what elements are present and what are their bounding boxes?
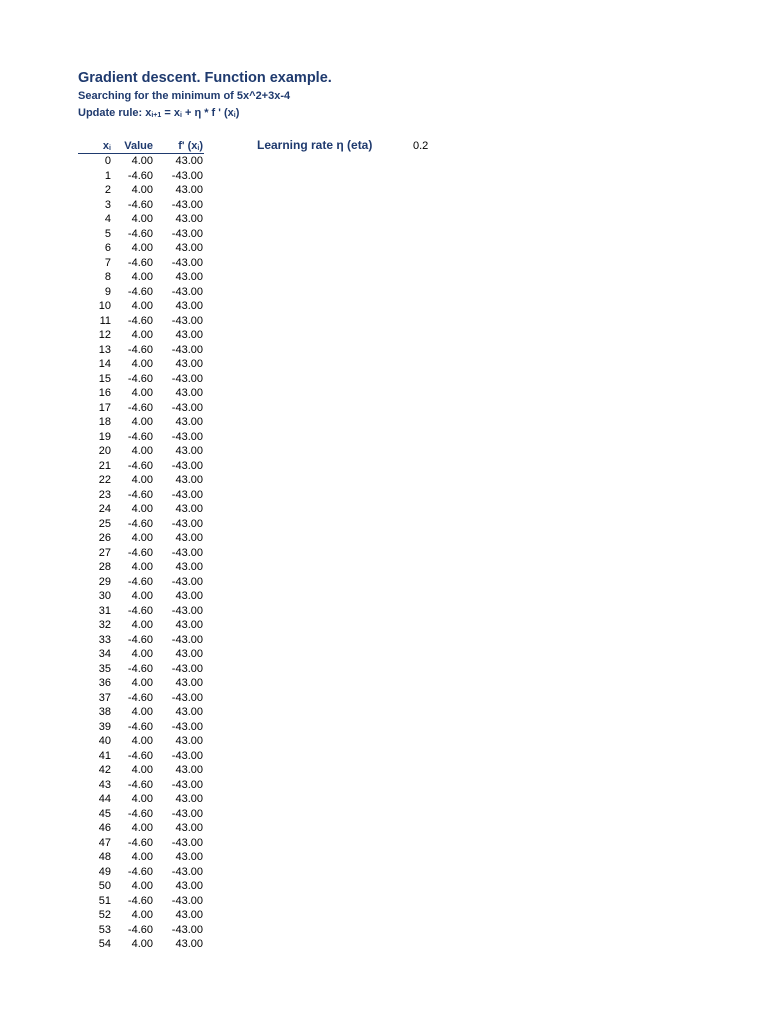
cell-index: 37 <box>98 691 111 704</box>
table-row <box>78 836 204 851</box>
cell-derivative: -43.00 <box>171 343 203 356</box>
cell-index: 10 <box>98 300 111 312</box>
table-row <box>78 850 204 865</box>
cell-value: -4.60 <box>127 227 153 240</box>
cell-index: 36 <box>98 677 111 689</box>
cell-index: 11 <box>99 314 111 327</box>
cell-derivative: 43.00 <box>175 242 203 254</box>
table-row <box>78 865 204 880</box>
cell-index: 52 <box>98 909 111 921</box>
cell-index: 33 <box>98 633 111 646</box>
cell-value: -4.60 <box>127 633 153 646</box>
update-rule: Update rule: $x_{i+1} = x_i + \eta * f$ ' $(x_i)$ <box>78 107 240 119</box>
cell-value: -4.60 <box>127 894 153 907</box>
table-row <box>78 444 204 459</box>
cell-derivative: -43.00 <box>171 517 203 530</box>
table-row <box>78 879 204 894</box>
table-row <box>78 662 204 677</box>
cell-value: 4.00 <box>131 445 153 457</box>
table-row <box>78 589 204 604</box>
cell-index: 12 <box>98 329 111 341</box>
cell-index: 50 <box>98 880 111 892</box>
cell-derivative: 43.00 <box>175 793 203 805</box>
page-subtitle: Searching for the minimum of 5x^2+3x-4 <box>78 90 291 102</box>
table-row <box>78 198 204 213</box>
cell-value: 4.00 <box>131 503 153 515</box>
cell-value: -4.60 <box>127 256 153 269</box>
cell-derivative: -43.00 <box>171 894 203 907</box>
cell-derivative: -43.00 <box>171 749 203 762</box>
header-value: Value <box>124 140 153 152</box>
table-row <box>78 575 204 590</box>
cell-value: -4.60 <box>127 343 153 356</box>
table-row <box>78 154 204 169</box>
cell-derivative: -43.00 <box>171 256 203 269</box>
table-row <box>78 647 204 662</box>
table-row <box>78 749 204 764</box>
table-row <box>78 256 204 271</box>
cell-index: 53 <box>98 923 111 936</box>
cell-index: 19 <box>98 430 111 443</box>
cell-index: 3 <box>104 198 111 211</box>
table-row <box>78 459 204 474</box>
cell-derivative: -43.00 <box>171 227 203 240</box>
table-row <box>78 705 204 720</box>
table-row <box>78 937 204 952</box>
cell-derivative: -43.00 <box>171 430 203 443</box>
table-row <box>78 415 204 430</box>
cell-derivative: 43.00 <box>175 329 203 341</box>
cell-index: 17 <box>98 401 111 414</box>
cell-derivative: 43.00 <box>175 822 203 834</box>
table-row <box>78 169 204 184</box>
cell-index: 1 <box>104 169 111 182</box>
cell-index: 8 <box>104 271 111 283</box>
cell-derivative: 43.00 <box>175 532 203 544</box>
cell-value: 4.00 <box>131 155 153 167</box>
table-row <box>78 473 204 488</box>
cell-derivative: 43.00 <box>175 677 203 689</box>
cell-derivative: -43.00 <box>171 662 203 675</box>
cell-value: 4.00 <box>131 184 153 196</box>
cell-index: 4 <box>104 213 111 225</box>
cell-index: 47 <box>98 836 111 849</box>
cell-value: 4.00 <box>131 416 153 428</box>
cell-value: 4.00 <box>131 213 153 225</box>
table-header <box>78 139 204 154</box>
cell-value: -4.60 <box>127 923 153 936</box>
cell-index: 25 <box>98 517 111 530</box>
cell-value: 4.00 <box>131 648 153 660</box>
cell-index: 30 <box>98 590 111 602</box>
cell-derivative: 43.00 <box>175 938 203 950</box>
table-row <box>78 676 204 691</box>
table-row <box>78 328 204 343</box>
cell-value: 4.00 <box>131 677 153 689</box>
cell-value: 4.00 <box>131 909 153 921</box>
cell-derivative: 43.00 <box>175 851 203 863</box>
cell-derivative: -43.00 <box>171 604 203 617</box>
cell-value: 4.00 <box>131 619 153 631</box>
table-row <box>78 430 204 445</box>
table-row <box>78 401 204 416</box>
page-title: Gradient descent. Function example. <box>78 70 332 86</box>
cell-derivative: -43.00 <box>171 169 203 182</box>
cell-index: 24 <box>98 503 111 515</box>
cell-value: -4.60 <box>127 546 153 559</box>
table-row <box>78 604 204 619</box>
header-xi: $x_i$ <box>102 140 111 152</box>
cell-value: -4.60 <box>127 430 153 443</box>
cell-derivative: 43.00 <box>175 271 203 283</box>
cell-value: -4.60 <box>127 865 153 878</box>
learning-rate-value[interactable]: 0.2 <box>413 140 429 152</box>
cell-value: 4.00 <box>131 735 153 747</box>
cell-value: 4.00 <box>131 329 153 341</box>
table-row <box>78 894 204 909</box>
cell-value: 4.00 <box>131 938 153 950</box>
cell-derivative: -43.00 <box>171 720 203 733</box>
header-derivative: f' $(x_i)$ <box>178 140 203 152</box>
cell-derivative: 43.00 <box>175 619 203 631</box>
cell-derivative: 43.00 <box>175 300 203 312</box>
cell-value: 4.00 <box>131 706 153 718</box>
cell-derivative: -43.00 <box>171 314 203 327</box>
cell-value: -4.60 <box>127 604 153 617</box>
cell-derivative: 43.00 <box>175 706 203 718</box>
cell-index: 43 <box>98 778 111 791</box>
table-row <box>78 517 204 532</box>
cell-derivative: 43.00 <box>175 445 203 457</box>
cell-value: -4.60 <box>127 285 153 298</box>
cell-derivative: 43.00 <box>175 387 203 399</box>
cell-derivative: 43.00 <box>175 503 203 515</box>
table-row <box>78 502 204 517</box>
table-body <box>78 154 204 952</box>
cell-index: 2 <box>104 184 111 196</box>
cell-derivative: -43.00 <box>171 575 203 588</box>
table-row <box>78 546 204 561</box>
table-row <box>78 807 204 822</box>
table-row <box>78 241 204 256</box>
cell-index: 34 <box>98 648 111 660</box>
cell-derivative: 43.00 <box>175 735 203 747</box>
table-row <box>78 633 204 648</box>
cell-index: 44 <box>98 793 111 805</box>
cell-value: -4.60 <box>127 720 153 733</box>
cell-value: 4.00 <box>131 793 153 805</box>
cell-derivative: 43.00 <box>175 213 203 225</box>
table-row <box>78 908 204 923</box>
cell-value: -4.60 <box>127 169 153 182</box>
cell-index: 22 <box>98 474 111 486</box>
cell-value: 4.00 <box>131 387 153 399</box>
cell-derivative: -43.00 <box>171 836 203 849</box>
cell-value: -4.60 <box>127 575 153 588</box>
cell-derivative: -43.00 <box>171 691 203 704</box>
cell-value: -4.60 <box>127 662 153 675</box>
cell-index: 27 <box>98 546 111 559</box>
table-row <box>78 763 204 778</box>
cell-index: 49 <box>98 865 111 878</box>
cell-derivative: 43.00 <box>175 590 203 602</box>
cell-value: 4.00 <box>131 300 153 312</box>
cell-derivative: -43.00 <box>171 459 203 472</box>
cell-value: 4.00 <box>131 880 153 892</box>
cell-index: 32 <box>98 619 111 631</box>
cell-index: 46 <box>98 822 111 834</box>
cell-index: 0 <box>104 155 111 167</box>
cell-derivative: 43.00 <box>175 648 203 660</box>
cell-index: 28 <box>98 561 111 573</box>
table-row <box>78 560 204 575</box>
cell-index: 26 <box>98 532 111 544</box>
cell-index: 35 <box>98 662 111 675</box>
cell-value: -4.60 <box>127 314 153 327</box>
cell-derivative: 43.00 <box>175 474 203 486</box>
table-row <box>78 227 204 242</box>
cell-index: 41 <box>98 749 111 762</box>
cell-derivative: 43.00 <box>175 880 203 892</box>
cell-value: 4.00 <box>131 242 153 254</box>
cell-derivative: -43.00 <box>171 923 203 936</box>
table-row <box>78 357 204 372</box>
cell-derivative: 43.00 <box>175 561 203 573</box>
cell-value: 4.00 <box>131 532 153 544</box>
cell-value: 4.00 <box>131 822 153 834</box>
table-row <box>78 792 204 807</box>
cell-derivative: 43.00 <box>175 764 203 776</box>
cell-derivative: 43.00 <box>175 416 203 428</box>
cell-index: 51 <box>98 894 111 907</box>
cell-index: 9 <box>104 285 111 298</box>
cell-value: -4.60 <box>127 836 153 849</box>
cell-value: 4.00 <box>131 590 153 602</box>
cell-derivative: -43.00 <box>171 372 203 385</box>
table-row <box>78 386 204 401</box>
cell-derivative: -43.00 <box>171 488 203 501</box>
cell-derivative: -43.00 <box>171 633 203 646</box>
cell-index: 20 <box>98 445 111 457</box>
cell-value: -4.60 <box>127 807 153 820</box>
table-row <box>78 343 204 358</box>
table-row <box>78 285 204 300</box>
cell-derivative: -43.00 <box>171 285 203 298</box>
cell-index: 40 <box>98 735 111 747</box>
cell-value: 4.00 <box>131 474 153 486</box>
cell-index: 38 <box>98 706 111 718</box>
cell-derivative: 43.00 <box>175 184 203 196</box>
cell-derivative: 43.00 <box>175 358 203 370</box>
cell-index: 48 <box>98 851 111 863</box>
table-row <box>78 618 204 633</box>
table-row <box>78 720 204 735</box>
cell-index: 42 <box>98 764 111 776</box>
cell-derivative: -43.00 <box>171 778 203 791</box>
learning-rate-label: Learning rate η (eta) <box>257 138 373 152</box>
cell-value: -4.60 <box>127 459 153 472</box>
table-row <box>78 691 204 706</box>
cell-index: 18 <box>98 416 111 428</box>
cell-derivative: -43.00 <box>171 401 203 414</box>
cell-value: 4.00 <box>131 764 153 776</box>
cell-derivative: 43.00 <box>175 909 203 921</box>
table-row <box>78 488 204 503</box>
cell-value: -4.60 <box>127 401 153 414</box>
cell-value: 4.00 <box>131 358 153 370</box>
table-row <box>78 778 204 793</box>
cell-value: -4.60 <box>127 517 153 530</box>
cell-index: 54 <box>98 938 111 950</box>
iterations-table <box>78 139 204 952</box>
cell-index: 14 <box>98 358 111 370</box>
table-row <box>78 531 204 546</box>
cell-value: 4.00 <box>131 271 153 283</box>
cell-index: 7 <box>104 256 111 269</box>
cell-value: -4.60 <box>127 691 153 704</box>
cell-index: 21 <box>98 459 111 472</box>
cell-derivative: -43.00 <box>171 865 203 878</box>
cell-value: -4.60 <box>127 778 153 791</box>
table-row <box>78 183 204 198</box>
table-row <box>78 270 204 285</box>
cell-derivative: -43.00 <box>171 807 203 820</box>
cell-derivative: -43.00 <box>171 546 203 559</box>
cell-value: -4.60 <box>127 749 153 762</box>
table-row <box>78 212 204 227</box>
cell-derivative: 43.00 <box>175 155 203 167</box>
cell-index: 16 <box>98 387 111 399</box>
cell-value: 4.00 <box>131 561 153 573</box>
cell-index: 6 <box>104 242 111 254</box>
table-row <box>78 734 204 749</box>
table-row <box>78 314 204 329</box>
cell-index: 45 <box>98 807 111 820</box>
cell-index: 15 <box>98 372 111 385</box>
cell-index: 5 <box>104 227 111 240</box>
table-row <box>78 821 204 836</box>
cell-value: -4.60 <box>127 488 153 501</box>
cell-index: 39 <box>98 720 111 733</box>
cell-value: -4.60 <box>127 198 153 211</box>
cell-index: 31 <box>98 604 111 617</box>
cell-index: 29 <box>98 575 111 588</box>
cell-value: 4.00 <box>131 851 153 863</box>
table-row <box>78 372 204 387</box>
table-row <box>78 923 204 938</box>
cell-index: 13 <box>98 343 111 356</box>
cell-value: -4.60 <box>127 372 153 385</box>
cell-index: 23 <box>98 488 111 501</box>
table-row <box>78 299 204 314</box>
cell-derivative: -43.00 <box>171 198 203 211</box>
